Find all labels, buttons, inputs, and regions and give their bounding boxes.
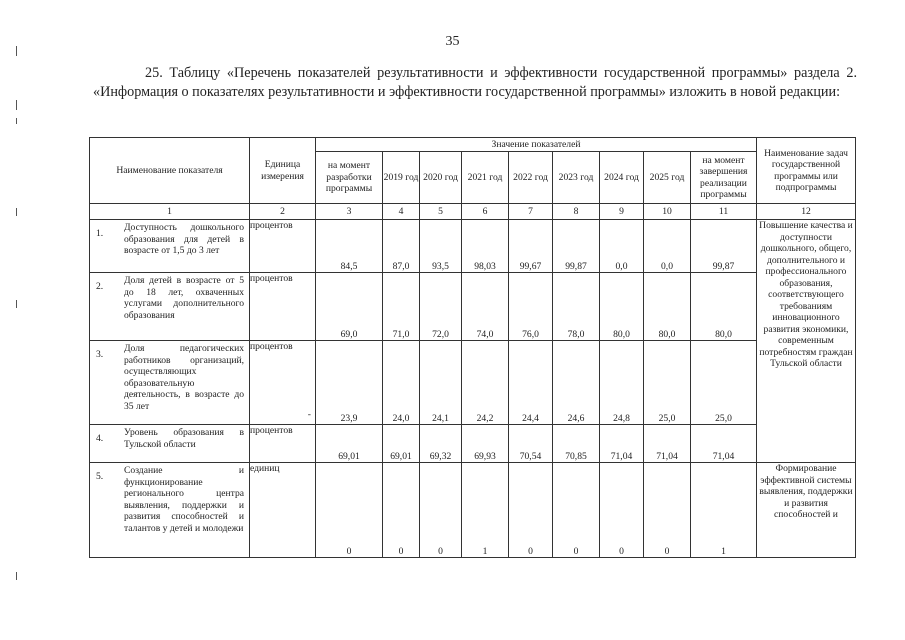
value-cell: 24,2 — [462, 341, 509, 425]
column-number: 12 — [757, 204, 856, 220]
value-cell: 74,0 — [462, 273, 509, 341]
row-index: 5. — [96, 471, 104, 482]
value-cell: 24,6 — [553, 341, 600, 425]
intro-paragraph — [93, 64, 857, 102]
value-cell: 0 — [644, 463, 691, 558]
column-number: 7 — [509, 204, 553, 220]
table-row — [90, 463, 856, 558]
header-2020: 2020 год — [420, 152, 462, 204]
table-row — [90, 273, 856, 341]
header-unit: Единица измерения — [250, 138, 316, 204]
indicator-name: Доступность дошкольного образования для детей в возрасте от 1,5 до 3 лет — [124, 222, 244, 256]
value-cell: 24,0 — [383, 341, 420, 425]
task-cell: Формирование эффективной системы выявления, поддержки и развития способностей и — [757, 463, 856, 558]
value-cell: 72,0 — [420, 273, 462, 341]
margin-mark — [16, 300, 17, 308]
value-cell: 78,0 — [553, 273, 600, 341]
value-cell: 69,32 — [420, 425, 462, 463]
column-number: 10 — [644, 204, 691, 220]
value-cell: 84,5 — [316, 220, 383, 273]
value-cell: 1 — [691, 463, 757, 558]
header-2025: 2025 год — [644, 152, 691, 204]
value-cell: 69,01 — [316, 425, 383, 463]
column-number: 6 — [462, 204, 509, 220]
value-cell: 71,04 — [691, 425, 757, 463]
header-tasks: Наименование задач государственной программы или подпрограммы — [757, 138, 856, 204]
value-cell: 99,87 — [691, 220, 757, 273]
margin-mark — [16, 100, 17, 110]
column-number: 11 — [691, 204, 757, 220]
column-number: 5 — [420, 204, 462, 220]
page-number: 35 — [445, 34, 460, 49]
indicator-name: Создание и функционирование регионального центра выявления, поддержки и развития способностей и талантов у детей и молодежи — [124, 465, 244, 534]
value-cell: 69,0 — [316, 273, 383, 341]
unit-cell — [250, 341, 316, 425]
header-at-start: на момент разработки программы — [316, 152, 383, 204]
value-cell: 71,0 — [383, 273, 420, 341]
value-cell: 0 — [553, 463, 600, 558]
value-cell: 93,5 — [420, 220, 462, 273]
value-cell: 69,01 — [383, 425, 420, 463]
value-cell: 24,8 — [600, 341, 644, 425]
row-index: 3. — [96, 349, 104, 360]
value-cell: 0 — [383, 463, 420, 558]
value-cell: 24,1 — [420, 341, 462, 425]
value-cell: 99,67 — [509, 220, 553, 273]
header-at-end: на момент завершения реализации программы — [691, 152, 757, 204]
header-2024: 2024 год — [600, 152, 644, 204]
value-cell: 70,85 — [553, 425, 600, 463]
value-cell: 0 — [600, 463, 644, 558]
indicator-name-cell — [90, 425, 250, 463]
column-number: 8 — [553, 204, 600, 220]
header-2023: 2023 год — [553, 152, 600, 204]
value-cell: 71,04 — [644, 425, 691, 463]
indicator-name-cell — [90, 273, 250, 341]
header-2022: 2022 год — [509, 152, 553, 204]
row-index: 4. — [96, 433, 104, 444]
table-row — [90, 341, 856, 425]
indicators-table — [89, 137, 856, 558]
row-index: 2. — [96, 281, 104, 292]
value-cell: 87,0 — [383, 220, 420, 273]
unit-cell: процентов — [250, 220, 316, 273]
value-cell: 0 — [420, 463, 462, 558]
column-number: 1 — [90, 204, 250, 220]
value-cell: 25,0 — [691, 341, 757, 425]
value-cell: 98,03 — [462, 220, 509, 273]
table-row — [90, 425, 856, 463]
value-cell: 0,0 — [644, 220, 691, 273]
indicator-name: Доля педагогических работников организаций, осуществляющих образовательную деятельность, в возрасте до 35 лет — [124, 343, 244, 412]
value-cell: 99,87 — [553, 220, 600, 273]
value-cell: 0,0 — [600, 220, 644, 273]
value-cell: 24,4 — [509, 341, 553, 425]
column-number: 3 — [316, 204, 383, 220]
header-name: Наименование показателя — [90, 138, 250, 204]
unit-cell: единиц — [250, 463, 316, 558]
indicator-name: Доля детей в возрасте от 5 до 18 лет, охваченных услугами дополнительного образования — [124, 275, 244, 321]
value-cell: 80,0 — [644, 273, 691, 341]
unit-label: процентов — [250, 341, 293, 352]
column-number: 2 — [250, 204, 316, 220]
column-numbers-row — [90, 204, 856, 220]
value-cell: 76,0 — [509, 273, 553, 341]
value-cell: 1 — [462, 463, 509, 558]
margin-mark — [16, 208, 17, 216]
indicator-name-cell — [90, 220, 250, 273]
task-cell: Повышение качества и доступности дошкольного, общего, дополнительного и профессионального образования, соответствующего требованиям инновационного развития экономики, современным потребностям граждан Тульской области — [757, 220, 856, 463]
unit-cell: процентов — [250, 273, 316, 341]
column-number: 4 — [383, 204, 420, 220]
value-cell: 0 — [509, 463, 553, 558]
indicator-name-cell — [90, 341, 250, 425]
unit-dash: - — [307, 408, 311, 420]
value-cell: 71,04 — [600, 425, 644, 463]
intro-text: 25. Таблицу «Перечень показателей результативности и эффективности государственной программы» раздела 2. «Информация о показателях результативности и эффективности государственной программы» изложить в новой редакции: — [93, 65, 857, 100]
value-cell: 0 — [316, 463, 383, 558]
indicator-name-cell — [90, 463, 250, 558]
header-2021: 2021 год — [462, 152, 509, 204]
value-cell: 80,0 — [691, 273, 757, 341]
column-number: 9 — [600, 204, 644, 220]
row-index: 1. — [96, 228, 104, 239]
table-row — [90, 220, 856, 273]
margin-mark — [16, 118, 17, 124]
header-2019: 2019 год — [383, 152, 420, 204]
margin-mark — [16, 572, 17, 580]
value-cell: 80,0 — [600, 273, 644, 341]
value-cell: 23,9 — [316, 341, 383, 425]
header-row-group — [90, 138, 856, 152]
header-values-group: Значение показателей — [316, 138, 757, 152]
unit-cell: процентов — [250, 425, 316, 463]
value-cell: 69,93 — [462, 425, 509, 463]
value-cell: 25,0 — [644, 341, 691, 425]
value-cell: 70,54 — [509, 425, 553, 463]
indicator-name: Уровень образования в Тульской области — [124, 427, 244, 450]
